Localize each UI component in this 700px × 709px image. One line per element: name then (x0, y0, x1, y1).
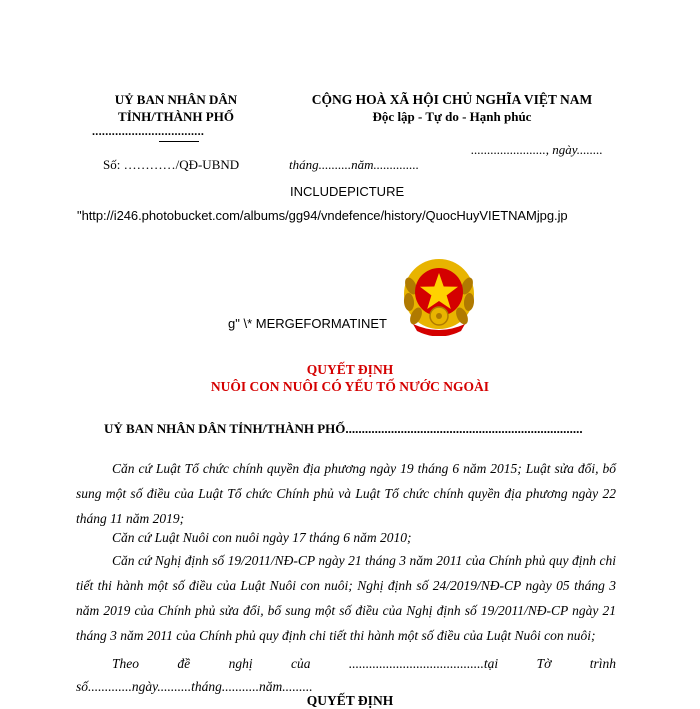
legal-basis-paragraph-2 (76, 525, 616, 550)
issuing-authority: UỶ BAN NHÂN DÂN TỈNH/THÀNH PHỐ......................................................................... (104, 421, 583, 436)
legal-basis-text-1: Căn cứ Luật Tổ chức chính quyền địa phương ngày 19 tháng 6 năm 2015; Luật sửa đổi, bổ sung một số điều của Luật Tổ chức Chính phủ và Luật Tổ chức chính quyền địa phương ngày 22 tháng 11 năm 2019; (76, 461, 616, 526)
national-emblem-icon (399, 256, 479, 336)
mergeformat-field: g" \* MERGEFORMATINET (228, 316, 387, 331)
document-title: QUYẾT ĐỊNH (306, 362, 394, 377)
agency-name-line1: UỶ BAN NHÂN DÂN (114, 92, 238, 107)
document-subtitle: NUÔI CON NUÔI CÓ YẾU TỐ NƯỚC NGOÀI (210, 379, 490, 394)
proposal-word: Tờ (536, 656, 552, 671)
proposal-word: ........................................tại (348, 656, 499, 671)
agency-underline (159, 141, 199, 142)
proposal-line-2: số.............ngày..........tháng...........năm......... (76, 679, 313, 694)
legal-basis-text-2: Căn cứ Luật Nuôi con nuôi ngày 17 tháng 6 năm 2010; (112, 530, 412, 545)
proposal-word: Theo (112, 656, 139, 671)
place-date: ......................., ngày........ (471, 142, 603, 157)
legal-basis-paragraph-3 (76, 548, 616, 648)
proposal-word: trình (589, 656, 616, 671)
legal-basis-paragraph-1 (76, 456, 616, 531)
proposal-word: của (290, 656, 311, 671)
decision-number: Số: …………/QĐ-UBND (103, 157, 240, 172)
agency-dots: .................................. (92, 124, 205, 138)
proposal-word: đề (177, 656, 191, 671)
nation-name: CỘNG HOÀ XÃ HỘI CHỦ NGHĨA VIỆT NAM (311, 92, 593, 107)
decision-heading-cut: QUYẾT ĐỊNH (306, 693, 394, 708)
legal-basis-text-3: Căn cứ Nghị định số 19/2011/NĐ-CP ngày 21 tháng 3 năm 2011 của Chính phủ quy định chi tiết thi hành một số điều của Luật Nuôi con nuôi; Nghị định số 24/2019/NĐ-CP ngày 05 tháng 3 năm 2019 của Chính phủ sửa đổi, bổ sung một số điều của Nghị định số 19/2011/NĐ-CP ngày 21 tháng 3 năm 2011 của Chính phủ quy định chi tiết thi hành một số điều của Luật Nuôi con nuôi; (76, 553, 616, 643)
month-year: tháng..........năm.............. (289, 157, 419, 172)
proposal-line (112, 656, 616, 672)
include-picture-field: INCLUDEPICTURE (290, 184, 405, 199)
proposal-word: nghị (228, 656, 253, 671)
nation-motto: Độc lập - Tự do - Hạnh phúc (372, 109, 532, 124)
agency-name-line2: TỈNH/THÀNH PHỐ (118, 109, 234, 124)
picture-url-field: "http://i246.photobucket.com/albums/gg94/vndefence/history/QuocHuyVIETNAMjpg.jp (77, 208, 568, 223)
